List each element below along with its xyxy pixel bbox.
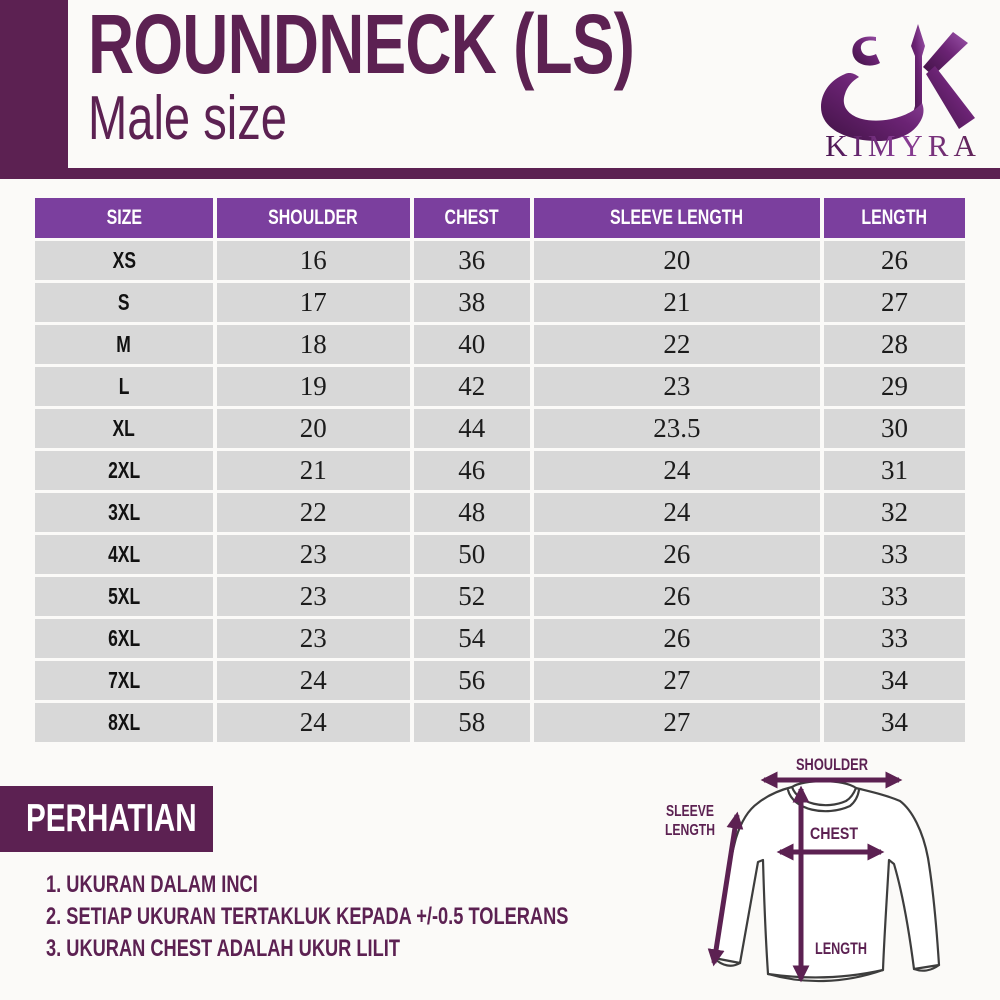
value-cell: 29 [824,367,965,406]
shirt-measurement-diagram [628,746,996,1000]
chest-label: CHEST [810,824,859,843]
size-cell: M [35,325,213,364]
value-cell: 30 [824,409,965,448]
value-cell: 23 [217,619,410,658]
size-table-head [35,198,965,238]
header-divider [0,168,1000,179]
value-cell: 23.5 [534,409,820,448]
value-cell: 34 [824,703,965,742]
title-block [88,0,807,153]
size-cell: XS [35,241,213,280]
table-row [35,493,965,532]
length-label: LENGTH [815,939,867,958]
value-cell: 50 [414,535,530,574]
column-header-sleeve-length: SLEEVE LENGTH [534,198,820,238]
kimyra-brand-text: KIMYRA [825,128,981,162]
value-cell: 21 [534,283,820,322]
table-row [35,241,965,280]
value-cell: 24 [217,703,410,742]
value-cell: 33 [824,577,965,616]
value-cell: 20 [534,241,820,280]
size-cell: 6XL [35,619,213,658]
value-cell: 31 [824,451,965,490]
size-table-body [35,241,965,742]
value-cell: 26 [534,619,820,658]
value-cell: 23 [534,367,820,406]
value-cell: 48 [414,493,530,532]
value-cell: 33 [824,535,965,574]
kimyra-logo [812,10,994,162]
value-cell: 22 [534,325,820,364]
column-header-chest: CHEST [414,198,530,238]
size-cell: 5XL [35,577,213,616]
column-header-size: SIZE [35,198,213,238]
column-header-length: LENGTH [824,198,965,238]
value-cell: 23 [217,577,410,616]
value-cell: 52 [414,577,530,616]
table-row [35,409,965,448]
table-row [35,367,965,406]
notice-item: 2. SETIAP UKURAN TERTAKLUK KEPADA +/-0.5 TOLERANS [46,903,569,930]
value-cell: 19 [217,367,410,406]
value-cell: 34 [824,661,965,700]
value-cell: 58 [414,703,530,742]
value-cell: 54 [414,619,530,658]
left-accent-bar [0,0,68,170]
value-cell: 32 [824,493,965,532]
size-cell: 7XL [35,661,213,700]
value-cell: 27 [824,283,965,322]
shoulder-label: SHOULDER [796,755,868,774]
size-cell: 2XL [35,451,213,490]
table-row [35,703,965,742]
value-cell: 28 [824,325,965,364]
table-row [35,577,965,616]
table-row [35,619,965,658]
table-row [35,451,965,490]
size-table [31,195,969,745]
value-cell: 24 [534,493,820,532]
size-cell: 3XL [35,493,213,532]
page-title: ROUNDNECK (LS) [88,0,635,91]
table-row [35,283,965,322]
notice-box [0,786,213,852]
value-cell: 18 [217,325,410,364]
value-cell: 26 [534,535,820,574]
size-cell: L [35,367,213,406]
value-cell: 23 [217,535,410,574]
notice-item: 3. UKURAN CHEST ADALAH UKUR LILIT [46,935,400,962]
notice-title: PERHATIAN [26,797,197,840]
sleeve-length-label-line1: SLEEVE [666,803,715,820]
value-cell: 56 [414,661,530,700]
value-cell: 46 [414,451,530,490]
value-cell: 26 [534,577,820,616]
value-cell: 17 [217,283,410,322]
notice-item: 1. UKURAN DALAM INCI [46,871,258,898]
value-cell: 38 [414,283,530,322]
sleeve-length-label-line2: LENGTH [665,822,715,839]
value-cell: 44 [414,409,530,448]
table-row [35,661,965,700]
value-cell: 22 [217,493,410,532]
table-row [35,325,965,364]
value-cell: 26 [824,241,965,280]
size-cell: 4XL [35,535,213,574]
value-cell: 33 [824,619,965,658]
value-cell: 24 [217,661,410,700]
size-cell: S [35,283,213,322]
value-cell: 42 [414,367,530,406]
value-cell: 36 [414,241,530,280]
value-cell: 20 [217,409,410,448]
value-cell: 40 [414,325,530,364]
value-cell: 16 [217,241,410,280]
value-cell: 24 [534,451,820,490]
page-subtitle: Male size [88,84,288,153]
table-row [35,535,965,574]
value-cell: 27 [534,703,820,742]
column-header-shoulder: SHOULDER [217,198,410,238]
value-cell: 21 [217,451,410,490]
size-cell: 8XL [35,703,213,742]
size-cell: XL [35,409,213,448]
value-cell: 27 [534,661,820,700]
kimyra-logo-mark [821,24,975,141]
